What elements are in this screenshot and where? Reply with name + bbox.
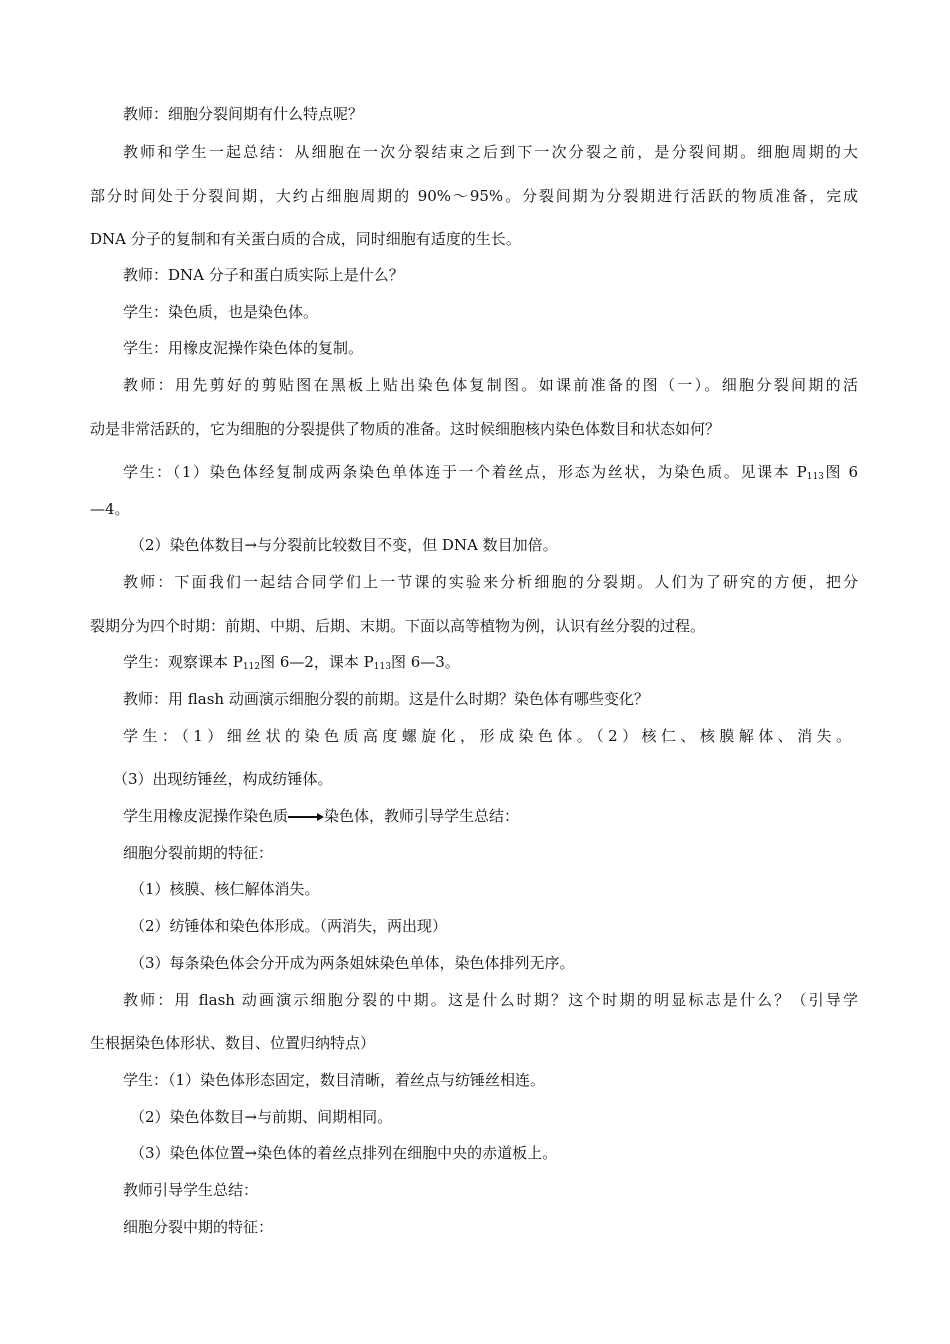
paragraph-teacher-dna-question: 教师：DNA 分子和蛋白质实际上是什么？ bbox=[123, 266, 404, 284]
paragraph-student-metaphase-2: （2）染色体数目→与前期、间期相同。 bbox=[130, 1108, 393, 1126]
list-item-prophase-2: （2）纺锤体和染色体形成。（两消失，两出现） bbox=[130, 917, 448, 935]
paragraph-student-prophase-line-1: 学生：（1）细丝状的染色质高度螺旋化，形成染色体。（2）核仁、核膜解体、消失。 bbox=[123, 727, 851, 745]
paragraph-teacher-prophase-flash: 教师：用 flash 动画演示细胞分裂的前期。这是什么时期？染色体有哪些变化？ bbox=[123, 690, 649, 708]
paragraph-summary-line-2: 部分时间处于分裂间期，大约占细胞周期的 90%～95%。分裂间期为分裂期进行活跃的物质准备，完成 bbox=[90, 187, 858, 205]
right-arrow-icon bbox=[288, 812, 324, 822]
paragraph-student-clay-chromatin: 学生用橡皮泥操作染色质 染色体，教师引导学生总结： bbox=[123, 807, 520, 825]
paragraph-teacher-mitosis-line-2: 裂期分为四个时期：前期、中期、后期、末期。下面以高等植物为例，认识有丝分裂的过程。 bbox=[90, 617, 706, 635]
paragraph-teacher-question-interphase: 教师：细胞分裂间期有什么特点呢？ bbox=[123, 105, 364, 123]
paragraph-summary-line-1: 教师和学生一起总结：从细胞在一次分裂结束之后到下一次分裂之前，是分裂间期。细胞周期的大 bbox=[123, 143, 858, 161]
paragraph-student-observe-textbook: 学生：观察课本 $P_{112}$图 6—2，课本 $P_{113}$图 6—3。 bbox=[123, 653, 460, 672]
paragraph-teacher-mitosis-line-1: 教师：下面我们一起结合同学们上一节课的实验来分析细胞的分裂期。人们为了研究的方便，把分 bbox=[123, 573, 858, 591]
paragraph-teacher-paste-line-2: 动是非常活跃的，它为细胞的分裂提供了物质的准备。这时候细胞核内染色体数目和状态如何？ bbox=[90, 420, 721, 438]
paragraph-student-clay-replication: 学生：用橡皮泥操作染色体的复制。 bbox=[123, 339, 364, 357]
paragraph-metaphase-features-heading: 细胞分裂中期的特征： bbox=[123, 1218, 274, 1236]
paragraph-teacher-guide-summary: 教师引导学生总结： bbox=[123, 1181, 259, 1199]
paragraph-student-replication-line-2: —4。 bbox=[90, 500, 130, 518]
paragraph-teacher-paste-line-1: 教师：用先剪好的剪贴图在黑板上贴出染色体复制图。如课前准备的图（一）。细胞分裂间期的活 bbox=[123, 376, 858, 394]
paragraph-student-prophase-line-2: （3）出现纺锤丝，构成纺锤体。 bbox=[113, 770, 333, 788]
list-item-prophase-1: （1）核膜、核仁解体消失。 bbox=[130, 880, 320, 898]
paragraph-student-chromatin: 学生：染色质，也是染色体。 bbox=[123, 303, 319, 321]
paragraph-chromosome-number: （2）染色体数目→与分裂前比较数目不变，但 DNA 数目加倍。 bbox=[130, 536, 558, 554]
paragraph-teacher-metaphase-line-2: 生根据染色体形状、数目、位置归纳特点） bbox=[90, 1034, 376, 1052]
paragraph-student-metaphase-1: 学生：（1）染色体形态固定，数目清晰，着丝点与纺锤丝相连。 bbox=[123, 1071, 546, 1089]
paragraph-prophase-features-heading: 细胞分裂前期的特征： bbox=[123, 844, 274, 862]
list-item-prophase-3: （3）每条染色体会分开成为两条姐妹染色单体，染色体排列无序。 bbox=[130, 954, 575, 972]
paragraph-student-metaphase-3: （3）染色体位置→染色体的着丝点排列在细胞中央的赤道板上。 bbox=[130, 1144, 558, 1162]
paragraph-teacher-metaphase-line-1: 教师：用 flash 动画演示细胞分裂的中期。这是什么时期？这个时期的明显标志是什么？（引导学 bbox=[123, 991, 858, 1009]
paragraph-summary-line-3: DNA 分子的复制和有关蛋白质的合成，同时细胞有适度的生长。 bbox=[90, 230, 521, 248]
paragraph-student-replication-line-1: 学生：（1）染色体经复制成两条染色单体连于一个着丝点，形态为丝状，为染色质。见课本 $P_{113}$图 6 bbox=[123, 463, 858, 482]
